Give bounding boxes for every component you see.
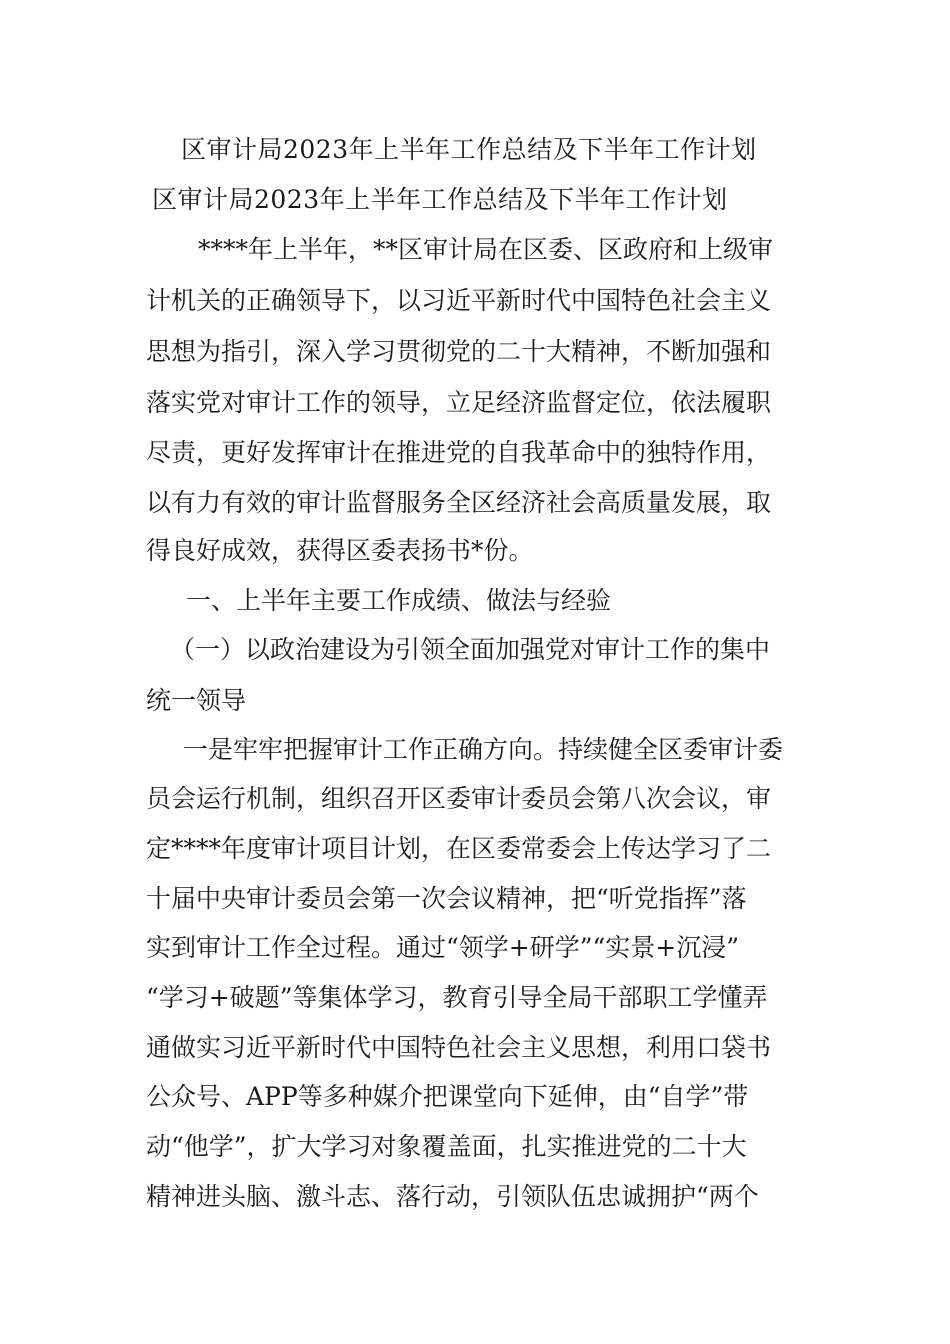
intro-line: 计机关的正确领导下，以习近平新时代中国特色社会主义	[146, 286, 772, 315]
body-line: 员会运行机制，组织召开区委审计委员会第八次会议，审	[146, 784, 772, 813]
body-line: 实到审计工作全过程。通过“领学+研学”“实景+沉浸”	[146, 933, 740, 962]
intro-line: 思想为指引，深入学习贯彻党的二十大精神，不断加强和	[146, 337, 772, 366]
subsection-heading-cont: 统一领导	[146, 686, 247, 715]
body-line: 精神进头脑、激斗志、落行动，引领队伍忠诚拥护“两个	[146, 1182, 759, 1211]
intro-line: 以有力有效的审计监督服务全区经济社会高质量发展，取	[146, 488, 772, 517]
body-line: 公众号、APP等多种媒介把课堂向下延伸，由“自学”带	[146, 1082, 749, 1111]
document-title: 区审计局2023年上半年工作总结及下半年工作计划	[181, 135, 757, 164]
intro-line: ****年上半年，**区审计局在区委、区政府和上级审	[198, 235, 774, 264]
subsection-heading: （一）以政治建设为引领全面加强党对审计工作的集中	[170, 635, 771, 664]
body-line: 十届中央审计委员会第一次会议精神，把“听党指挥”落	[146, 884, 747, 913]
body-line: 通做实习近平新时代中国特色社会主义思想，利用口袋书	[146, 1033, 772, 1062]
intro-line: 落实党对审计工作的领导，立足经济监督定位，依法履职	[146, 388, 772, 417]
intro-line: 尽责，更好发挥审计在推进党的自我革命中的独特作用，	[146, 438, 772, 467]
body-line: “学习+破题”等集体学习，教育引导全局干部职工学懂弄	[146, 983, 768, 1012]
body-line: 动“他学”，扩大学习对象覆盖面，扎实推进党的二十大	[146, 1132, 747, 1161]
section-heading: 一、上半年主要工作成绩、做法与经验	[186, 586, 612, 615]
intro-line: 得良好成效，获得区委表扬书*份。	[146, 536, 534, 565]
body-line: 一是牢牢把握审计工作正确方向。持续健全区委审计委	[183, 735, 784, 764]
body-line: 定****年度审计项目计划，在区委常委会上传达学习了二	[146, 834, 772, 863]
document-subtitle: 区审计局2023年上半年工作总结及下半年工作计划	[152, 185, 728, 214]
